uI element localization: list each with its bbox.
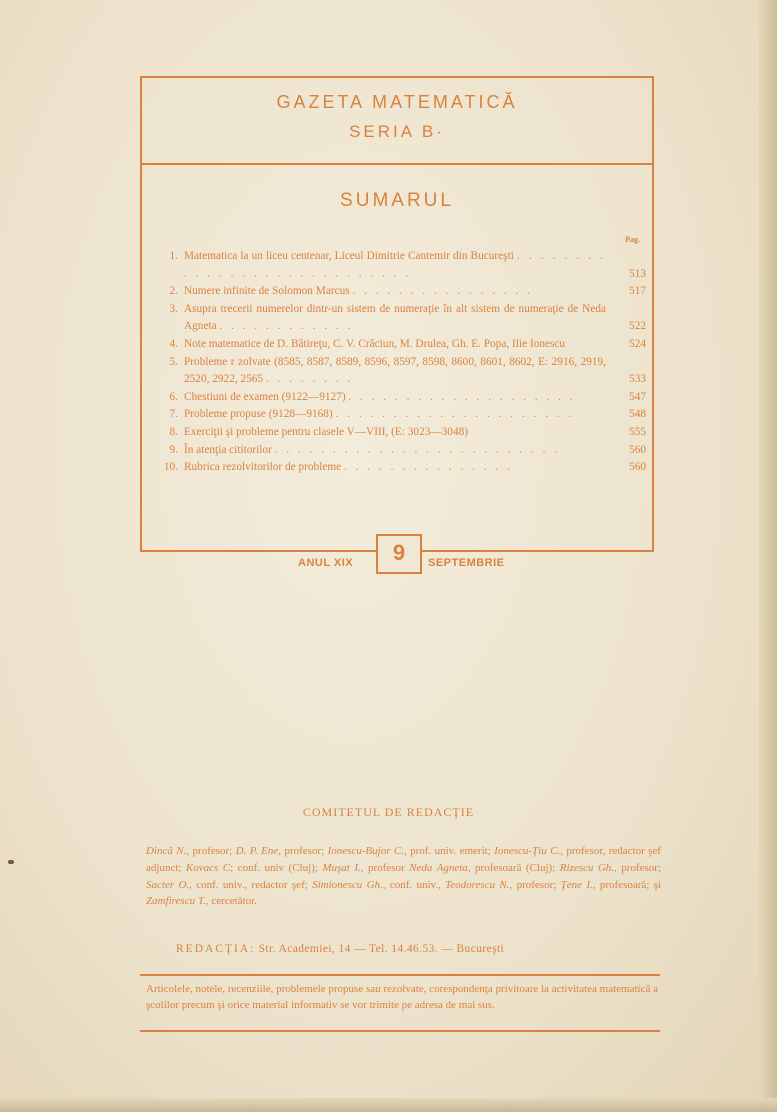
issue-number-box <box>376 534 422 574</box>
toc-item-title: Exerciţii şi probleme pentru clasele V—VIII, (E: 3023—3048) <box>184 425 469 438</box>
member-name: Ionescu-Bujor C. <box>327 845 404 857</box>
series-label: SERIA B· <box>349 122 445 141</box>
member-name: D. P. Ene <box>235 845 279 857</box>
member-name: Zamfirescu T. <box>146 895 206 908</box>
toc-item-number: 8. <box>169 425 178 438</box>
member-role: ; conf. univ (Cluj); <box>230 861 323 874</box>
member-role: , profesor; <box>278 845 328 857</box>
toc-item-title: Matematica la un liceu centenar, Liceul Dimitrie Cantemir din Bucureşti <box>184 250 514 262</box>
member-role: , profesor; <box>186 845 236 857</box>
issue-year: ANUL XIX <box>298 557 354 569</box>
contents-frame <box>140 76 654 552</box>
toc-item-page: 547 <box>629 390 646 403</box>
toc-item-number: 10. <box>163 461 178 474</box>
toc-item: 3. Asupra trecerii numerelor dintr-un sistem de numeraţie în alt sistem de numeraţie de Neda Agneta . . . . . . . . . . . . 522 <box>158 301 646 336</box>
member-name: Neda Agneta <box>409 861 468 874</box>
toc-item-page: 560 <box>629 461 646 474</box>
toc-item <box>158 424 646 442</box>
redaction-address <box>176 943 656 955</box>
toc-item-title: Rubrica rezolvitorilor de probleme <box>184 461 342 474</box>
table-of-contents <box>158 248 646 477</box>
member-name: Simionescu Gh. <box>312 878 383 891</box>
toc-item-title: Probleme propuse (9128—9168) <box>184 408 333 421</box>
toc-item-number: 7. <box>169 408 178 421</box>
toc-item-title: Numere infinite de Solomon Marcus <box>184 285 350 298</box>
redaction-label: REDACŢIA: <box>176 943 256 955</box>
member-name: Ţene I. <box>560 878 593 891</box>
member-name: Kovacs C <box>185 861 231 874</box>
notice-top-rule <box>140 974 660 976</box>
header-divider <box>142 163 652 165</box>
member-role: , prof. univ. emerit; <box>403 845 495 857</box>
member-name: Sacter O. <box>146 878 190 891</box>
toc-item-page: 517 <box>629 285 646 298</box>
toc-item-title: Asupra trecerii numerelor dintr-un sistem de numeraţie în alt sistem de numeraţie de Neda Agneta <box>184 302 606 333</box>
notice-bottom-rule <box>140 1030 660 1032</box>
member-name: Ionescu-Ţiu C. <box>494 845 561 857</box>
member-role: , profesoară (Cluj); <box>467 861 560 874</box>
member-role: , profesor; <box>614 861 662 874</box>
toc-item-title: În atenţia cititorilor <box>184 443 272 456</box>
member-name: Muşat I. <box>322 861 361 874</box>
page-right-edge <box>759 0 777 1112</box>
issue-number: 9 <box>392 540 406 565</box>
member-name: Rizescu Gh. <box>559 861 615 874</box>
toc-item: 9. În atenţia cititorilor . . . . . . . . . . . . . . . . . . . . . . . . . 560 <box>158 442 646 460</box>
toc-item-title: Probleme r zolvate (8585, 8587, 8589, 8596, 8597, 8598, 8600, 8601, 8602, E: 2916, 2919, 2520, 2922, 2565 <box>184 355 606 386</box>
issue-month: SEPTEMBRIE <box>428 557 505 569</box>
toc-item: 2. Numere infinite de Solomon Marcus . . . . . . . . . . . . . . . . 517 <box>158 283 646 301</box>
toc-item-title: Chestiuni de examen (9122—9127) <box>184 390 346 403</box>
member-role: , conf. univ., redactor şef; <box>189 878 313 891</box>
toc-item-page: 560 <box>629 443 646 456</box>
toc-item-number: 9. <box>169 443 178 456</box>
toc-item-page: 522 <box>629 320 646 333</box>
page-bottom-edge <box>0 1098 777 1112</box>
toc-item: 10. Rubrica rezolvitorilor de probleme . . . . . . . . . . . . . . . 560 <box>158 459 646 477</box>
toc-item-page: 533 <box>629 373 646 386</box>
ink-smudge <box>8 860 14 864</box>
member-role: , profesor; <box>509 878 561 891</box>
journal-title: GAZETA MATEMATICĂ <box>276 92 518 112</box>
member-role: , profesor, redactor şef adjunct; <box>146 845 661 874</box>
member-name: Teodorescu N. <box>445 878 510 891</box>
toc-item: 7. Probleme propuse (9128—9168) . . . . . . . . . . . . . . . . . . . . . 548 <box>158 406 646 424</box>
toc-item-number: 6. <box>169 390 178 403</box>
committee-title: COMITETUL DE REDACŢIE <box>302 805 475 819</box>
member-role: , profesoară; şi <box>592 878 662 891</box>
toc-item: 6. Chestiuni de examen (9122—9127) . . . . . . . . . . . . . . . . . . . . 547 <box>158 389 646 407</box>
toc-item-page: 513 <box>629 267 646 280</box>
toc-item-number: 1. <box>169 250 178 262</box>
toc-item-page: 555 <box>629 425 646 438</box>
toc-item-title: Note matematice de D. Bătireţu, C. V. Crăciun, M. Drulea, Gh. E. Popa, Ilie Ionescu <box>184 337 566 350</box>
member-role: , profesor <box>360 861 410 874</box>
toc-item-number: 4. <box>169 337 178 350</box>
toc-item-page: 548 <box>629 408 646 421</box>
toc-item-page: 524 <box>629 337 646 350</box>
member-role: , cercetător. <box>205 895 257 908</box>
committee-members <box>146 843 661 910</box>
member-name: Dincă N. <box>146 845 187 857</box>
redaction-address-text: Str. Academiei, 14 — Tel. 14.46.53. — Bucureşti <box>258 943 505 955</box>
toc-item-number: 3. <box>169 302 178 315</box>
submission-notice: Articolele, notele, recenziile, problemele propuse sau rezolvate, corespondenţa privitoare la activitatea matematică a şcolilor precum şi orice material informativ se vor trimite pe adresa de mai sus. <box>146 983 658 1011</box>
toc-item: 1. Matematica la un liceu centenar, Liceul Dimitrie Cantemir din Bucureşti . . . . . . . . . . . . . . . . . . . . . . . . . . . . 513 <box>158 248 646 283</box>
summary-title: SUMARUL <box>340 190 454 211</box>
page-column-label: Pag. <box>625 235 640 244</box>
toc-item-number: 2. <box>169 285 178 298</box>
toc-item-number: 5. <box>169 355 178 368</box>
toc-item: 5. Probleme r zolvate (8585, 8587, 8589, 8596, 8597, 8598, 8600, 8601, 8602, E: 2916, 2919, 2520, 2922, 2565 . . . . . . . . 533 <box>158 354 646 389</box>
member-role: , conf. univ., <box>382 878 446 891</box>
toc-item <box>158 336 646 354</box>
